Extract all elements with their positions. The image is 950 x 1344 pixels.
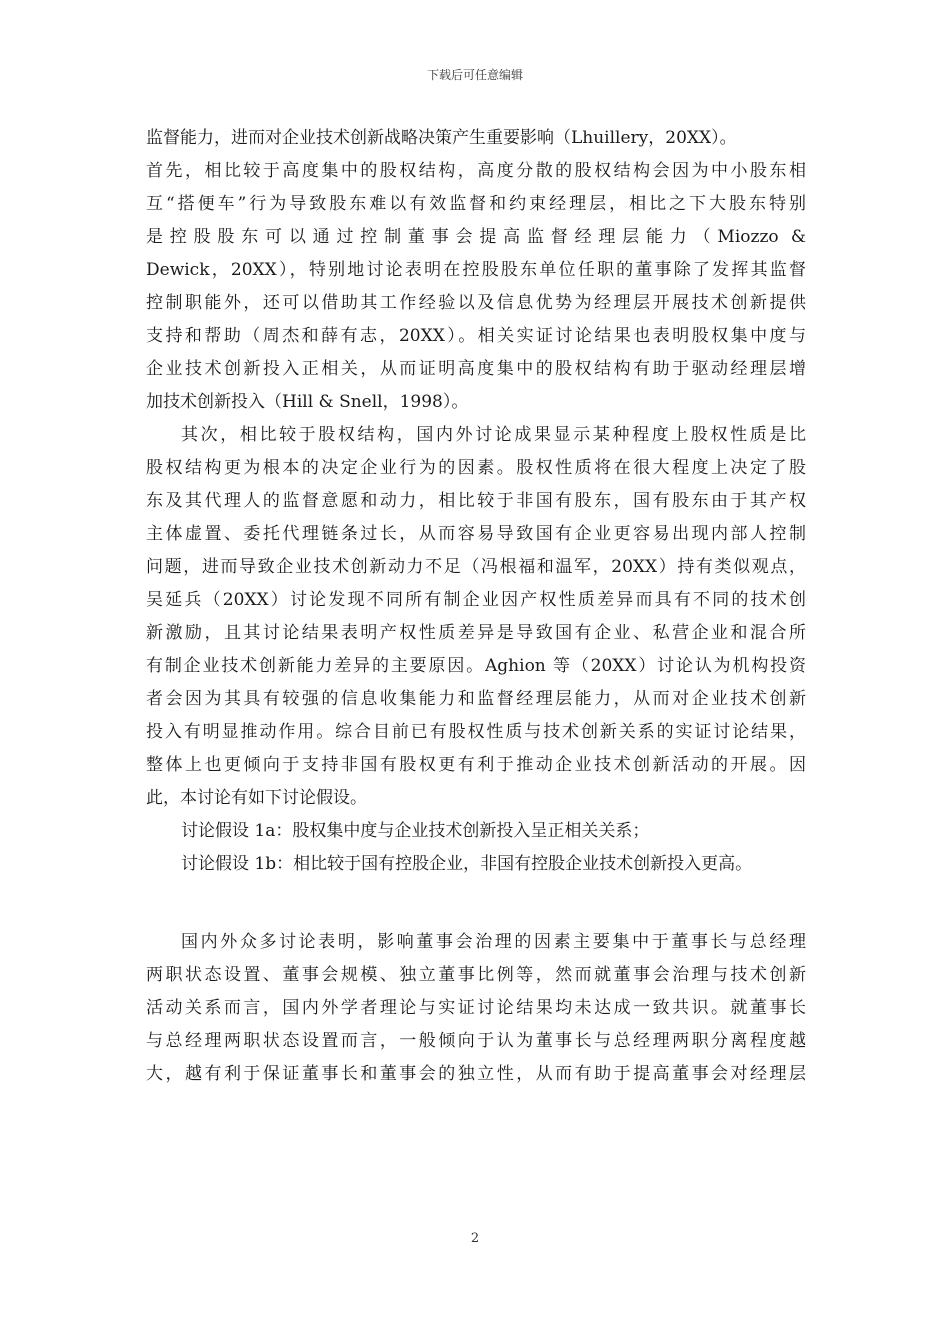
text-line: 股权结构更为根本的决定企业行为的因素。股权性质将在很大程度上决定了股 (146, 458, 806, 478)
text-line: 与总经理两职状态设置而言，一般倾向于认为董事长与总经理两职分离程度越 (146, 1031, 806, 1051)
text-line: 支持和帮助（周杰和薛有志，20XX）。相关实证讨论结果也表明股权集中度与 (146, 326, 806, 346)
hypothesis-1b: 讨论假设 1b：相比较于国有控股企业，非国有控股企业技术创新投入更高。 (181, 854, 753, 874)
text-line: 投入有明显推动作用。综合目前已有股权性质与技术创新关系的实证讨论结果， (146, 722, 806, 742)
paragraph-gap (146, 881, 806, 926)
text-line: 监督能力，进而对企业技术创新战略决策产生重要影响（Lhuillery，20XX）。 (146, 128, 737, 148)
text-line: 东及其代理人的监督意愿和动力，相比较于非国有股东，国有股东由于其产权 (146, 491, 806, 511)
text-line: 有制企业技术创新能力差异的主要原因。Aghion 等（20XX）讨论认为机构投资 (146, 656, 806, 676)
document-body (146, 122, 806, 1091)
text-line: 吴延兵（20XX）讨论发现不同所有制企业因产权性质差异而具有不同的技术创 (146, 590, 806, 610)
text-line: 是控股股东可以通过控制董事会提高监督经理层能力（Miozzo & (146, 227, 806, 247)
text-line: 者会因为其具有较强的信息收集能力和监督经理层能力，从而对企业技术创新 (146, 689, 806, 709)
text-line: Dewick，20XX），特别地讨论表明在控股股东单位任职的董事除了发挥其监督 (146, 260, 806, 280)
text-line: 此，本讨论有如下讨论假设。 (146, 788, 367, 808)
text-line: 两职状态设置、董事会规模、独立董事比例等，然而就董事会治理与技术创新 (146, 965, 806, 985)
text-line: 主体虚置、委托代理链条过长，从而容易导致国有企业更容易出现内部人控制 (146, 524, 806, 544)
text-line: 问题，进而导致企业技术创新动力不足（冯根福和温军，20XX）持有类似观点， (146, 557, 806, 577)
text-line: 企业技术创新投入正相关，从而证明高度集中的股权结构有助于驱动经理层增 (146, 359, 806, 379)
text-line: 活动关系而言，国内外学者理论与实证讨论结果均未达成一致共识。就董事长 (146, 998, 806, 1018)
text-line: 互“搭便车”行为导致股东难以有效监督和约束经理层，相比之下大股东特别 (146, 194, 806, 214)
hypothesis-1a: 讨论假设 1a：股权集中度与企业技术创新投入呈正相关关系； (181, 821, 650, 841)
text-line: 整体上也更倾向于支持非国有股权更有利于推动企业技术创新活动的开展。因 (146, 755, 806, 775)
text-line: 国内外众多讨论表明，影响董事会治理的因素主要集中于董事长与总经理 (181, 932, 806, 952)
text-line: 加技术创新投入（Hill & Snell，1998）。 (146, 392, 469, 412)
page-header: 下载后可任意编辑 (426, 68, 523, 82)
text-line: 其次，相比较于股权结构，国内外讨论成果显示某种程度上股权性质是比 (181, 425, 806, 445)
text-line: 大，越有利于保证董事长和董事会的独立性，从而有助于提高董事会对经理层 (146, 1064, 806, 1084)
text-line: 新激励，且其讨论结果表明产权性质差异是导致国有企业、私营企业和混合所 (146, 623, 806, 643)
text-line: 控制职能外，还可以借助其工作经验以及信息优势为经理层开展技术创新提供 (146, 293, 806, 313)
page-number: 2 (470, 1231, 480, 1246)
text-line: 首先，相比较于高度集中的股权结构，高度分散的股权结构会因为中小股东相 (146, 161, 806, 181)
